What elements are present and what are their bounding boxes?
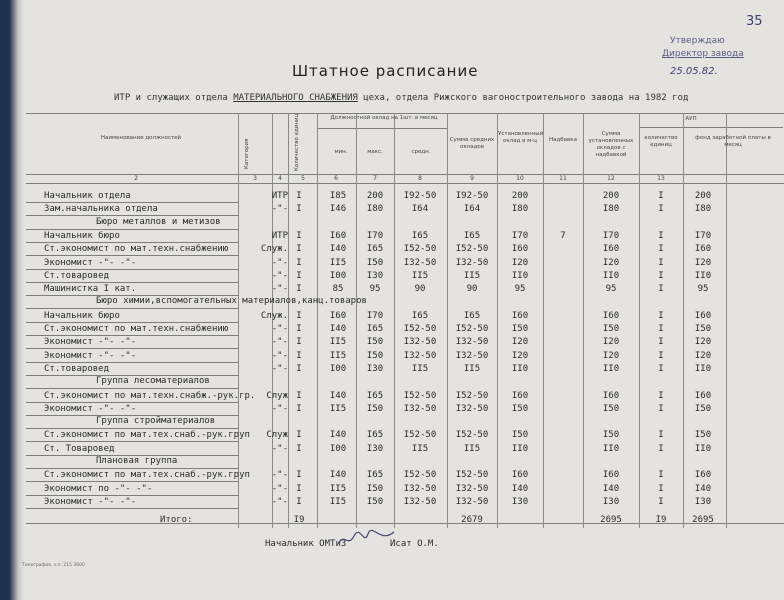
row-avg-salary: I32-50 (403, 403, 437, 414)
row-max-salary: I65 (366, 430, 384, 441)
print-mark: Типография, з.п. 215 3600 (22, 563, 85, 568)
signature-scribble (336, 528, 396, 550)
row-bonus: 7 (560, 230, 566, 241)
row-avg-salary: I32-50 (403, 337, 437, 348)
col-name-header: Наименование должностей (100, 135, 182, 141)
row-aup-fund: II0 (694, 443, 712, 454)
row-sum-avg: I52-50 (455, 470, 489, 481)
row-avg-salary: I32-50 (403, 483, 437, 494)
row-category: -"- (271, 324, 288, 334)
column-number: 8 (418, 175, 422, 182)
col-sum-header: Сумма средних окладов (449, 137, 495, 150)
row-underline (26, 508, 238, 509)
row-sum-avg: I32-50 (455, 257, 489, 268)
col-max-header: макс. (367, 149, 383, 155)
row-total: I30 (602, 496, 620, 507)
totals-label: Итого: (160, 515, 193, 525)
row-min-salary: II5 (329, 496, 347, 507)
column-number: 3 (253, 175, 257, 182)
row-aup-fund: I30 (694, 496, 712, 507)
row-aup-fund: I50 (694, 324, 712, 334)
table-row (26, 483, 784, 495)
row-quantity: I (296, 270, 302, 281)
column-number: 13 (657, 175, 665, 182)
row-name: Экономист по -"- -"- (44, 483, 153, 494)
row-avg-salary: II5 (411, 270, 429, 281)
row-category: -"- (271, 363, 288, 374)
department-name: МАТЕРИАЛЬНОГО СНАБЖЕНИЯ (233, 93, 358, 103)
row-total: I20 (602, 337, 620, 348)
row-min-salary: I40 (329, 430, 347, 441)
row-sum-avg: II5 (463, 443, 481, 454)
row-established: II0 (511, 443, 529, 454)
row-sum-avg: I32-50 (455, 337, 489, 348)
row-max-salary: 200 (366, 191, 384, 201)
row-aup-qty: I (658, 204, 664, 215)
row-aup-qty: I (658, 257, 664, 268)
row-quantity: I (296, 443, 302, 454)
section-heading: Бюро металлов и метизов (96, 216, 221, 227)
table-row (26, 429, 784, 441)
row-category: -"- (271, 470, 288, 481)
row-name: Начальник отдела (44, 191, 131, 201)
row-total: II0 (602, 363, 620, 374)
row-max-salary: I50 (366, 483, 384, 494)
row-established: II0 (511, 270, 529, 281)
table-row (26, 270, 784, 282)
row-aup-fund: I20 (694, 257, 712, 268)
row-aup-qty: I (658, 363, 664, 374)
table-row (26, 283, 784, 295)
column-number: 2 (134, 175, 138, 182)
subheader-rule (317, 128, 447, 129)
row-avg-salary: I92-50 (403, 191, 437, 201)
row-aup-fund: I20 (694, 337, 712, 348)
row-name: Машинистка I кат. (44, 284, 137, 295)
row-min-salary: I00 (329, 443, 347, 454)
row-aup-fund: I60 (694, 244, 712, 255)
row-name: Ст.экономист по мат.техн.снабжению (44, 324, 229, 334)
column-number: 12 (607, 175, 615, 182)
row-min-salary: II5 (329, 257, 347, 268)
row-established: I60 (511, 390, 529, 401)
row-quantity: I (296, 470, 302, 481)
totals-aup-qty: I9 (655, 515, 667, 525)
col-quantity-header: Количество единиц (294, 113, 300, 171)
row-aup-qty: I (658, 270, 664, 281)
row-category: -"- (271, 270, 288, 281)
row-sum-avg: I52-50 (455, 324, 489, 334)
row-sum-avg: 90 (466, 284, 478, 295)
row-min-salary: I00 (329, 270, 347, 281)
table-row (26, 350, 784, 362)
column-number: 10 (516, 175, 524, 182)
row-min-salary: I40 (329, 390, 347, 401)
row-aup-fund: II0 (694, 363, 712, 374)
row-min-salary: I40 (329, 244, 347, 255)
column-number: 9 (470, 175, 474, 182)
row-established: I60 (511, 310, 529, 321)
row-total: I40 (602, 483, 620, 494)
table-row (26, 496, 784, 508)
totals-sum: 2679 (461, 515, 483, 525)
section-heading: Бюро химии,вспомогательных материалов,канц.товаров (96, 296, 367, 307)
row-name: Начальник бюро (44, 310, 120, 321)
row-established: I20 (511, 337, 529, 348)
row-max-salary: I50 (366, 496, 384, 507)
row-min-salary: I40 (329, 470, 347, 481)
row-total: 200 (602, 191, 620, 201)
section-heading: Плановая группа (96, 456, 178, 466)
row-aup-qty: I (658, 483, 664, 494)
row-avg-salary: I32-50 (403, 496, 437, 507)
row-aup-qty: I (658, 191, 664, 201)
row-total: II0 (602, 270, 620, 281)
row-quantity: I (296, 324, 302, 334)
row-quantity: I (296, 257, 302, 268)
row-quantity: I (296, 403, 302, 414)
row-aup-fund: I50 (694, 403, 712, 414)
row-category: -"- (271, 204, 288, 215)
table-row (26, 390, 784, 402)
row-avg-salary: I52-50 (403, 324, 437, 334)
row-quantity: I (296, 204, 302, 215)
row-sum-avg: I65 (463, 310, 481, 321)
row-category: ИТР (271, 191, 288, 201)
row-aup-fund: II0 (694, 270, 712, 281)
row-aup-fund: I40 (694, 483, 712, 494)
column-number: 7 (373, 175, 377, 182)
row-established: I70 (511, 230, 529, 241)
row-aup-qty: I (658, 350, 664, 361)
table-row (26, 403, 784, 415)
row-max-salary: I80 (366, 204, 384, 215)
col-bonus-header: Надбавка (548, 137, 577, 143)
row-avg-salary: II5 (411, 363, 429, 374)
column-number: 4 (278, 175, 282, 182)
row-min-salary: II5 (329, 350, 347, 361)
row-quantity: I (296, 430, 302, 441)
row-name: Экономист -"- -"- (44, 496, 137, 507)
row-aup-qty: I (658, 324, 664, 334)
row-max-salary: I70 (366, 230, 384, 241)
row-total: I60 (602, 390, 620, 401)
row-quantity: I (296, 363, 302, 374)
signature-title: Начальник ОМТиЗ (265, 539, 347, 549)
document-sheet (10, 0, 784, 600)
row-max-salary: I50 (366, 257, 384, 268)
row-aup-fund: I20 (694, 350, 712, 361)
row-avg-salary: I65 (411, 310, 429, 321)
row-aup-qty: I (658, 337, 664, 348)
row-total: I70 (602, 230, 620, 241)
section-heading: Группа стройматериалов (96, 416, 216, 427)
row-aup-qty: I (658, 390, 664, 401)
row-aup-qty: I (658, 310, 664, 321)
row-total: I60 (602, 310, 620, 321)
subheader-rule (639, 127, 783, 128)
row-avg-salary: I32-50 (403, 257, 437, 268)
row-category: -"- (271, 257, 288, 268)
row-min-salary: II5 (329, 337, 347, 348)
row-max-salary: I50 (366, 350, 384, 361)
table-row (26, 336, 784, 348)
table-rule (26, 113, 784, 114)
row-name: Ст.экономист по мат.техн.снабжению (44, 244, 229, 255)
row-avg-salary: I52-50 (403, 430, 437, 441)
table-row (26, 323, 784, 335)
row-aup-fund: 200 (694, 191, 712, 201)
table-row (26, 203, 784, 215)
table-rule (26, 183, 784, 184)
row-sum-avg: II5 (463, 363, 481, 374)
document-title: Штатное расписание (292, 62, 479, 80)
row-total: I60 (602, 244, 620, 255)
row-max-salary: I30 (366, 443, 384, 454)
row-total: I50 (602, 403, 620, 414)
row-quantity: I (296, 337, 302, 348)
approval-date: 25.05.82. (670, 66, 718, 77)
row-total: II0 (602, 443, 620, 454)
row-aup-qty: I (658, 403, 664, 414)
row-aup-fund: 95 (697, 284, 709, 295)
row-sum-avg: I32-50 (455, 483, 489, 494)
row-aup-qty: I (658, 443, 664, 454)
row-max-salary: I50 (366, 337, 384, 348)
row-total: I20 (602, 257, 620, 268)
row-max-salary: I65 (366, 244, 384, 255)
row-quantity: I (296, 496, 302, 507)
row-category: -"- (271, 496, 288, 507)
row-sum-avg: I32-50 (455, 350, 489, 361)
row-avg-salary: I52-50 (403, 470, 437, 481)
row-aup-qty: I (658, 284, 664, 295)
row-established: I50 (511, 403, 529, 414)
row-quantity: I (296, 244, 302, 255)
col-aup-qty-header: количество единиц (644, 135, 678, 148)
row-established: II0 (511, 363, 529, 374)
table-row (26, 469, 784, 481)
row-established: I20 (511, 350, 529, 361)
row-name: Ст. Товаровед (44, 443, 115, 454)
row-max-salary: I70 (366, 310, 384, 321)
row-total: I60 (602, 470, 620, 481)
row-established: I30 (511, 496, 529, 507)
row-aup-qty: I (658, 230, 664, 241)
table-row (26, 257, 784, 269)
col-avg-header: средн. (411, 149, 431, 155)
totals-aup-fund: 2695 (692, 515, 714, 525)
row-name: Экономист -"- -"- (44, 350, 137, 361)
page-binding (10, 0, 24, 600)
row-avg-salary: I65 (411, 230, 429, 241)
row-max-salary: I30 (366, 363, 384, 374)
page-number: 35 (746, 14, 763, 29)
row-quantity: I (296, 230, 302, 241)
row-min-salary: I40 (329, 324, 347, 334)
row-name: Ст.экономист по мат.тех.снаб.-рук.груп (44, 430, 250, 441)
row-category: Служ (266, 390, 288, 401)
row-sum-avg: I64 (463, 204, 481, 215)
row-avg-salary: I64 (411, 204, 429, 215)
row-name: Экономист -"- -"- (44, 257, 137, 268)
row-aup-fund: I80 (694, 204, 712, 215)
row-aup-qty: I (658, 430, 664, 441)
row-aup-qty: I (658, 244, 664, 255)
col-min-header: мин. (334, 149, 348, 155)
row-aup-qty: I (658, 470, 664, 481)
row-established: I50 (511, 324, 529, 334)
row-category: -"- (271, 337, 288, 348)
row-min-salary: I60 (329, 230, 347, 241)
col-category-header: Категория (244, 138, 250, 169)
row-category: -"- (271, 443, 288, 454)
row-max-salary: I65 (366, 470, 384, 481)
col-aup-fund-header: фонд заработной платы в месяц (695, 135, 771, 148)
row-min-salary: I00 (329, 363, 347, 374)
column-number: 5 (301, 175, 305, 182)
row-name: Экономист -"- -"- (44, 337, 137, 348)
table-row (26, 363, 784, 375)
subtitle-year: на 1982 год (628, 93, 689, 103)
row-quantity: I (296, 483, 302, 494)
row-min-salary: I85 (329, 191, 347, 201)
row-sum-avg: I52-50 (455, 244, 489, 255)
row-min-salary: II5 (329, 403, 347, 414)
row-established: I60 (511, 470, 529, 481)
row-quantity: I (296, 350, 302, 361)
row-max-salary: I50 (366, 403, 384, 414)
approval-line-2: Директор завода (662, 49, 744, 59)
col-aup-header: АУП (685, 116, 697, 122)
approval-line-1: Утверждаю (670, 36, 725, 46)
row-established: I20 (511, 257, 529, 268)
section-heading: Группа лесоматериалов (96, 376, 210, 387)
totals-total: 2695 (600, 515, 622, 525)
table-row (26, 190, 784, 202)
row-established: 200 (511, 191, 529, 201)
row-category: ИТР (271, 230, 288, 241)
row-aup-fund: I60 (694, 470, 712, 481)
row-name: Ст.товаровед (44, 270, 110, 281)
row-category: -"- (271, 284, 288, 295)
row-aup-fund: I60 (694, 310, 712, 321)
row-name: Ст.экономист по мат.техн.снабж.-рук.гр. (44, 390, 256, 401)
row-avg-salary: I52-50 (403, 244, 437, 255)
row-aup-qty: I (658, 496, 664, 507)
row-category: Служ. (260, 244, 288, 255)
row-total: I50 (602, 430, 620, 441)
col-sum-bonus-header: Сумма установленных окладов с надбавкой (588, 131, 634, 158)
row-max-salary: I65 (366, 390, 384, 401)
row-max-salary: I30 (366, 270, 384, 281)
row-sum-avg: I92-50 (455, 191, 489, 201)
subtitle-rest: цеха, отдела Рижского вагоностроительного завода (363, 93, 624, 103)
row-category: -"- (271, 350, 288, 361)
row-total: I50 (602, 324, 620, 334)
row-quantity: I (296, 310, 302, 321)
row-category: -"- (271, 483, 288, 494)
row-quantity: I (296, 390, 302, 401)
row-min-salary: II5 (329, 483, 347, 494)
row-name: Ст.экономист по мат.тех.снаб.-рук.груп (44, 470, 250, 481)
row-established: 95 (514, 284, 526, 295)
subtitle-prefix: ИТР и служащих отдела (114, 93, 228, 103)
table-row (26, 243, 784, 255)
row-aup-fund: I70 (694, 230, 712, 241)
table-row (26, 310, 784, 322)
row-aup-fund: I50 (694, 430, 712, 441)
row-established: I40 (511, 483, 529, 494)
staff-table (26, 113, 784, 528)
row-total: I20 (602, 350, 620, 361)
row-avg-salary: II5 (411, 443, 429, 454)
column-number: 11 (559, 175, 567, 182)
row-avg-salary: I52-50 (403, 390, 437, 401)
row-avg-salary: I32-50 (403, 350, 437, 361)
table-row (26, 230, 784, 242)
row-sum-avg: II5 (463, 270, 481, 281)
row-max-salary: I65 (366, 324, 384, 334)
row-name: Экономист -"- -"- (44, 403, 137, 414)
row-sum-avg: I65 (463, 230, 481, 241)
row-established: I60 (511, 244, 529, 255)
row-established: I50 (511, 430, 529, 441)
row-established: I80 (511, 204, 529, 215)
row-min-salary: I46 (329, 204, 347, 215)
column-number: 6 (334, 175, 338, 182)
row-max-salary: 95 (369, 284, 381, 295)
row-total: I80 (602, 204, 620, 215)
row-quantity: I (296, 191, 302, 201)
subtitle-line (114, 93, 688, 103)
row-avg-salary: 90 (414, 284, 426, 295)
row-category: Служ (266, 430, 288, 441)
row-category: Служ. (260, 310, 288, 321)
row-sum-avg: I52-50 (455, 390, 489, 401)
col-established-header: Установленный оклад в м-ц (498, 131, 544, 144)
col-salary-header: Должностной оклад на 1шт. в месяц (330, 115, 438, 121)
totals-qty: I9 (293, 515, 305, 525)
row-quantity: I (296, 284, 302, 295)
row-sum-avg: I32-50 (455, 403, 489, 414)
row-min-salary: I60 (329, 310, 347, 321)
row-aup-fund: I60 (694, 390, 712, 401)
row-sum-avg: I52-50 (455, 430, 489, 441)
row-total: 95 (605, 284, 617, 295)
row-name: Начальник бюро (44, 230, 120, 241)
row-name: Зам.начальника отдела (44, 204, 158, 215)
row-category: -"- (271, 403, 288, 414)
table-row (26, 443, 784, 455)
row-min-salary: 85 (332, 284, 344, 295)
signatory-name: Исат О.М. (390, 539, 439, 549)
row-sum-avg: I32-50 (455, 496, 489, 507)
row-name: Ст.товаровед (44, 363, 110, 374)
